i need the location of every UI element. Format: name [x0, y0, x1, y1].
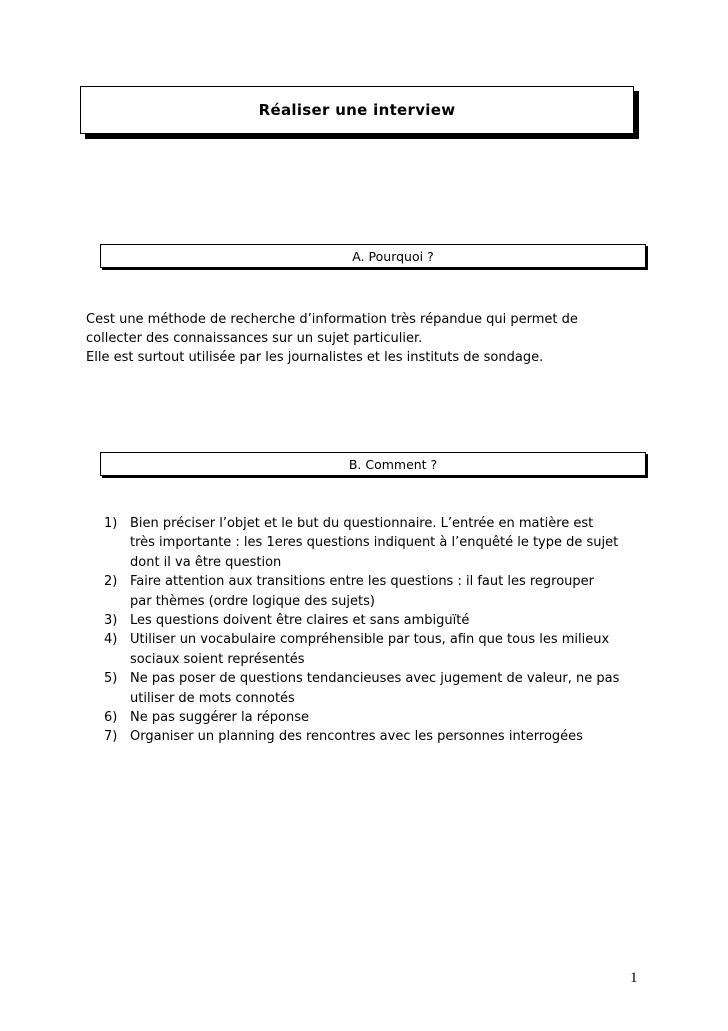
list-item-number: 6)	[104, 710, 118, 726]
list-item	[104, 611, 664, 630]
list-item-line: très importante : les 1eres questions indiquent à l’enquêté le type de sujet	[130, 535, 619, 551]
section-a-heading: A. Pourquoi ?	[100, 244, 646, 268]
list-item-line: Ne pas suggérer la réponse	[130, 710, 310, 726]
intro-paragraph	[86, 310, 686, 367]
list-item-number: 5)	[104, 671, 118, 687]
list-item-number: 3)	[104, 613, 118, 629]
list-item	[104, 514, 664, 572]
intro-line: Elle est surtout utilisée par les journalistes et les instituts de sondage.	[86, 350, 544, 365]
list-item-line: Bien préciser l’objet et le but du questionnaire. L’entrée en matière est	[130, 516, 594, 531]
page-title: Réaliser une interview	[258, 101, 456, 119]
list-item	[104, 727, 664, 746]
list-item	[104, 669, 664, 708]
list-item-line: utiliser de mots connotés	[130, 690, 295, 706]
list-item-line: Utiliser un vocabulaire compréhensible par tous, afin que tous les milieux	[130, 632, 610, 648]
section-b-heading: B. Comment ?	[100, 452, 646, 476]
list-item-text	[130, 611, 664, 630]
list-item-line: sociaux soient représentés	[130, 651, 305, 667]
list-item-line: Ne pas poser de questions tendancieuses avec jugement de valeur, ne pas	[130, 671, 620, 687]
page-number: 1	[630, 970, 638, 986]
list-item-text	[130, 708, 664, 727]
list-item-number: 4)	[104, 632, 118, 648]
list-item-number: 2)	[104, 574, 118, 590]
list-item-line: Les questions doivent être claires et sans ambiguïté	[130, 613, 470, 629]
intro-line: collecter des connaissances sur un sujet particulier.	[86, 331, 423, 346]
list-item	[104, 630, 664, 669]
list-item-text	[130, 514, 664, 572]
list-item	[104, 708, 664, 727]
intro-line: Cest une méthode de recherche d’information très répandue qui permet de	[86, 312, 578, 327]
list-item-line: Organiser un planning des rencontres avec les personnes interrogées	[130, 729, 583, 745]
title-box	[80, 86, 634, 134]
list-item-number: 1)	[104, 516, 118, 531]
steps-list	[104, 514, 664, 747]
list-item-line: Faire attention aux transitions entre les questions : il faut les regrouper	[130, 574, 595, 590]
list-item-text	[130, 572, 664, 611]
list-item-line: par thèmes (ordre logique des sujets)	[130, 593, 375, 609]
list-item-text	[130, 727, 664, 746]
list-item	[104, 572, 664, 611]
list-item-text	[130, 669, 664, 708]
list-item-line: dont il va être question	[130, 554, 282, 570]
list-item-text	[130, 630, 664, 669]
list-item-number: 7)	[104, 729, 118, 745]
